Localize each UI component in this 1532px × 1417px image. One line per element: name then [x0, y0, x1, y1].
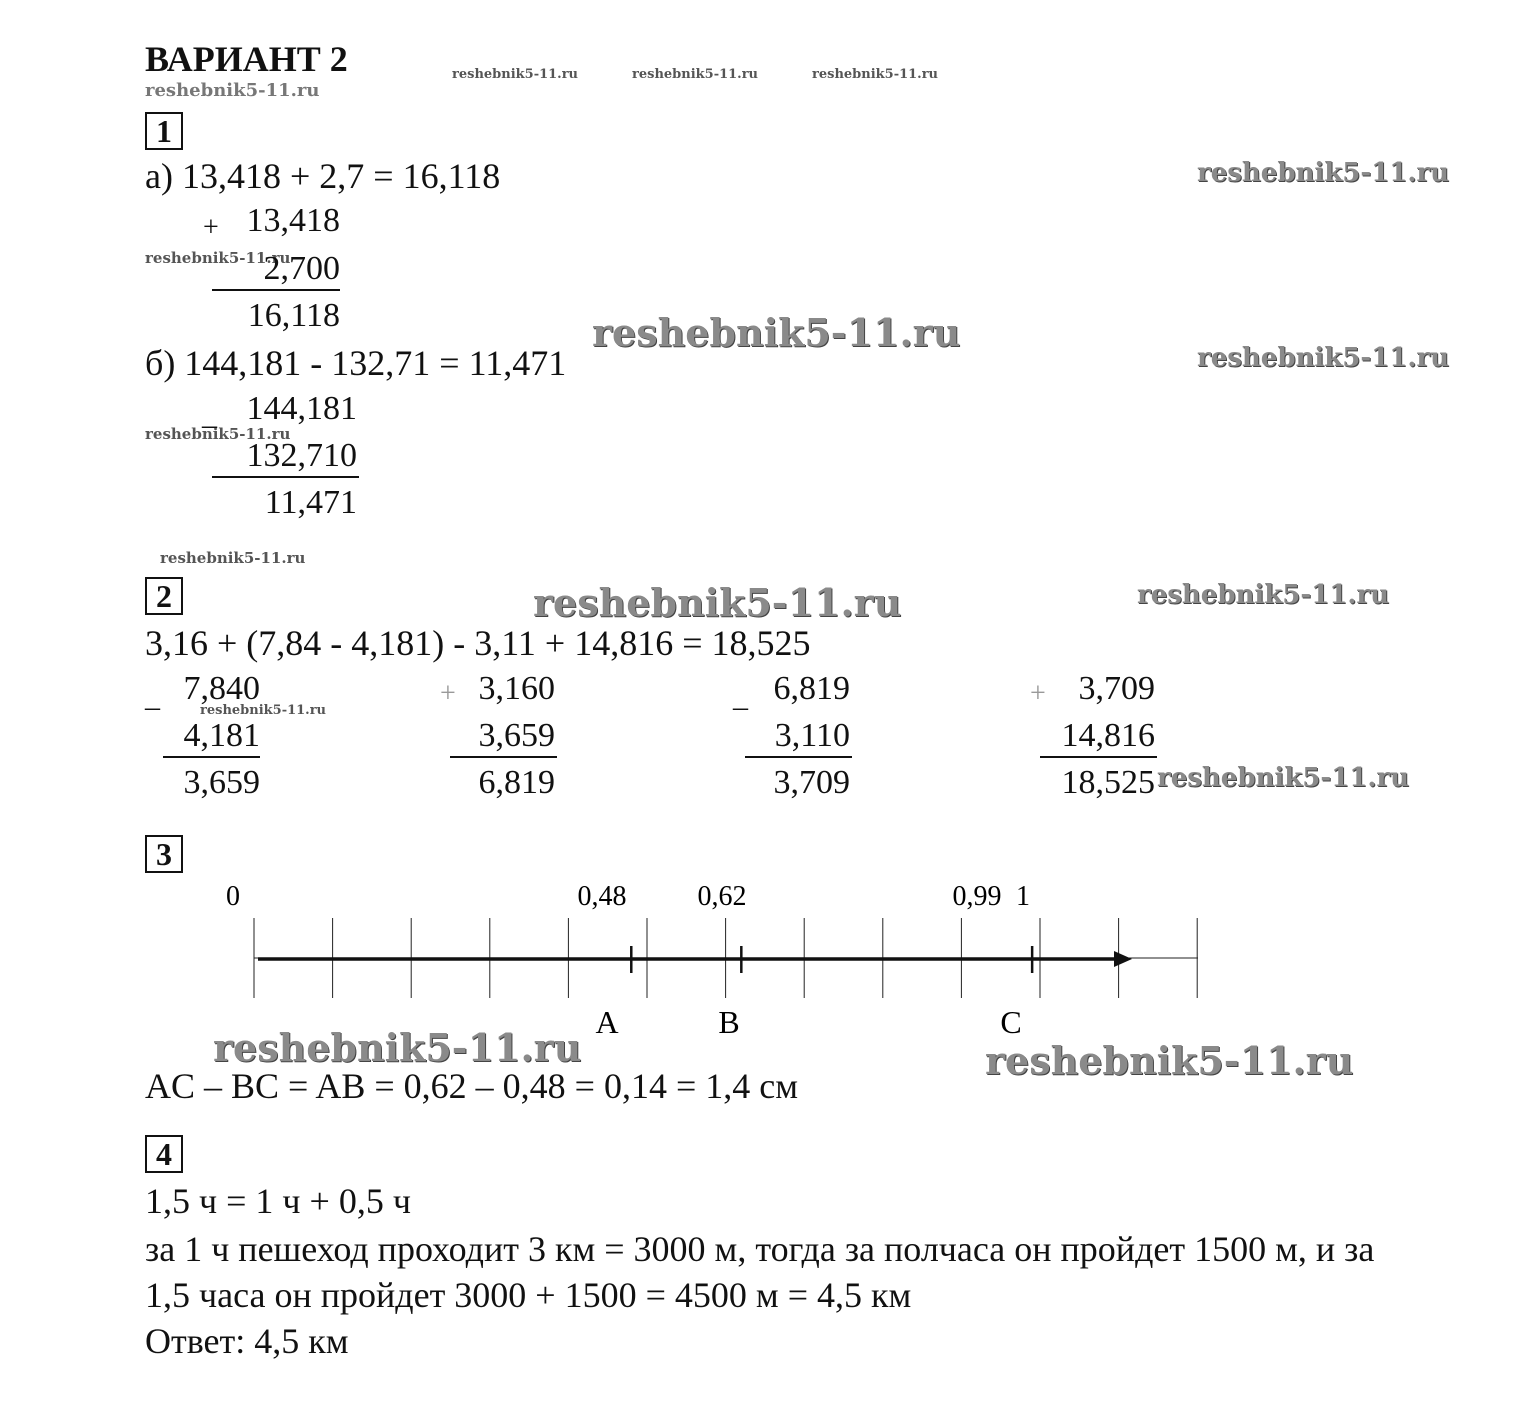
watermark: reshebnik5-11.ru [213, 1025, 582, 1070]
task4-line: 1,5 часа он пройдет 3000 + 1500 = 4500 м = 4,5 км [145, 1275, 912, 1315]
label-b-value: 0,62 [697, 881, 747, 912]
column-rule [212, 289, 340, 291]
label-zero: 0 [226, 881, 240, 912]
watermark: reshebnik5-11.ru [1157, 763, 1410, 793]
variant-title: ВАРИАНТ 2 [145, 39, 348, 79]
watermark: reshebnik5-11.ru [592, 310, 961, 355]
column-result: 6,819 [478, 764, 555, 801]
point-label-a: A [595, 1004, 619, 1040]
watermark: reshebnik5-11.ru [145, 249, 291, 267]
arrow-head-icon [1114, 951, 1132, 967]
point-label-c: C [1000, 1004, 1022, 1040]
column-bottom-operand: 3,110 [774, 717, 850, 754]
label-one: 1 [1016, 881, 1030, 912]
task4-line: 1,5 ч = 1 ч + 0,5 ч [145, 1181, 411, 1221]
column-rule [1040, 756, 1157, 758]
minus-sign: _ [733, 680, 748, 713]
minus-sign: _ [202, 398, 217, 431]
column-rule [163, 756, 260, 758]
column-top-operand: 13,418 [246, 202, 340, 239]
column-result: 3,709 [773, 764, 850, 801]
column-bottom-operand: 14,816 [1061, 717, 1155, 754]
watermark: reshebnik5-11.ru [1137, 580, 1390, 610]
watermark: reshebnik5-11.ru [985, 1038, 1354, 1083]
number-line-figure [0, 870, 1250, 1040]
watermark: reshebnik5-11.ru [533, 580, 902, 625]
watermark: reshebnik5-11.ru [452, 67, 579, 82]
task4-line: за 1 ч пешеход проходит 3 км = 3000 м, тогда за полчаса он пройдет 1500 м, и за [145, 1229, 1375, 1269]
plus-sign: + [440, 678, 456, 709]
task2-expression: 3,16 + (7,84 - 4,181) - 3,11 + 14,816 = 18,525 [145, 623, 811, 663]
task-number-box: 2 [145, 577, 183, 615]
task-number-box: 1 [145, 112, 183, 150]
plus-sign: + [203, 212, 219, 243]
watermark: reshebnik5-11.ru [1197, 343, 1450, 373]
column-bottom-operand: 4,181 [183, 717, 260, 754]
column-rule [450, 756, 557, 758]
watermark: reshebnik5-11.ru [160, 549, 306, 567]
column-result: 11,471 [264, 484, 357, 521]
column-bottom-operand: 132,710 [246, 437, 357, 474]
watermark: reshebnik5-11.ru [145, 425, 291, 443]
watermark: reshebnik5-11.ru [812, 67, 939, 82]
label-a-value: 0,48 [577, 881, 627, 912]
column-top-operand: 144,181 [246, 390, 357, 427]
column-top-operand: 3,709 [1078, 670, 1155, 707]
task-number-box: 4 [145, 1135, 183, 1173]
column-rule [212, 476, 359, 478]
task4-line: Ответ: 4,5 км [145, 1321, 349, 1361]
task1-b-equation: б) 144,181 - 132,71 = 11,471 [145, 343, 567, 383]
label-c-value: 0,99 [952, 881, 1002, 912]
column-rule [745, 756, 852, 758]
task1-a-equation: а) 13,418 + 2,7 = 16,118 [145, 156, 501, 196]
watermark: reshebnik5-11.ru [200, 703, 327, 718]
plus-sign: + [1030, 678, 1046, 709]
column-result: 16,118 [247, 297, 340, 334]
column-result: 18,525 [1061, 764, 1155, 801]
column-bottom-operand: 3,659 [478, 717, 555, 754]
watermark: reshebnik5-11.ru [145, 80, 320, 101]
column-top-operand: 7,840 [183, 670, 260, 707]
task-number-box: 3 [145, 835, 183, 873]
watermark: reshebnik5-11.ru [1197, 158, 1450, 188]
column-top-operand: 6,819 [773, 670, 850, 707]
point-label-b: B [718, 1004, 740, 1040]
minus-sign: _ [145, 680, 160, 713]
task3-answer: AC – BC = AB = 0,62 – 0,48 = 0,14 = 1,4 см [145, 1066, 799, 1106]
watermark: reshebnik5-11.ru [632, 67, 759, 82]
column-result: 3,659 [183, 764, 260, 801]
column-bottom-operand: 2,700 [263, 250, 340, 287]
column-top-operand: 3,160 [478, 670, 555, 707]
